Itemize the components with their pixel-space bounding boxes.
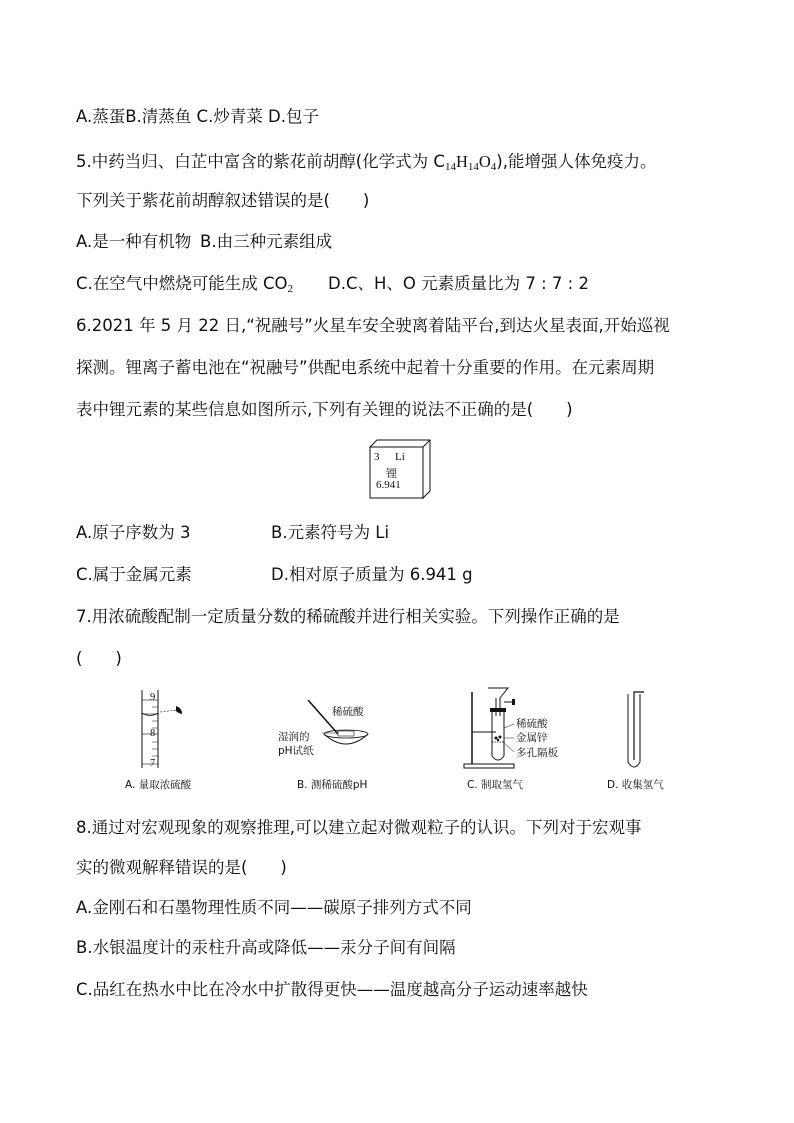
q5-o: O (478, 152, 491, 171)
q8-option-c: C.品红在热水中比在冷水中扩散得更快——温度越高分子运动速率越快 (76, 980, 588, 999)
q5-sub1: 14 (444, 161, 456, 173)
eye-icon (176, 706, 182, 714)
tick-8: 8 (150, 728, 156, 739)
q5-option-d: D.C、H、O 元素质量比为 7 : 7 : 2 (328, 274, 589, 293)
tick-9: 9 (150, 692, 156, 703)
q5-stem-part1: 5.中药当归、白芷中富含的紫花前胡醇(化学式为 C (76, 152, 445, 171)
q8-option-b: B.水银温度计的汞柱升高或降低——汞分子间有间隔 (76, 938, 456, 957)
element-cube-outline (369, 439, 431, 501)
q5-option-c (76, 273, 293, 300)
q8-stem-line2: 实的微观解释错误的是( ) (76, 858, 287, 877)
figure-d-collect-hydrogen (620, 690, 660, 776)
label-wet-paper-1: 湿润的 (278, 731, 310, 743)
q5-sub3: 4 (490, 161, 497, 173)
q5-option-b: B.由三种元素组成 (200, 232, 333, 251)
element-atomic-mass: 6.941 (376, 479, 401, 491)
q6-stem-line1: 6.2021 年 5 月 22 日,“祝融号”火星车安全驶离着陆平台,到达火星表面,开始巡视 (76, 316, 670, 335)
q6-option-b: B.元素符号为 Li (271, 523, 390, 542)
figure-a-caption: A. 量取浓硫酸 (125, 779, 192, 791)
q5-sub2: 14 (467, 161, 479, 173)
q6-option-d: D.相对原子质量为 6.941 g (271, 565, 473, 584)
q5-h: H (455, 152, 468, 171)
q7-stem-line2: ( ) (76, 649, 122, 668)
figure-b-caption: B. 测稀硫酸pH (297, 779, 368, 791)
q5-option-c-sub: 2 (287, 283, 294, 295)
tick-7: 7 (150, 758, 156, 769)
label-dilute-acid: 稀硫酸 (332, 706, 364, 718)
label-porous-plate: 多孔隔板 (516, 747, 558, 759)
q4-options: A.蒸蛋B.清蒸鱼 C.炒青菜 D.包子 (76, 107, 320, 126)
q6-option-c: C.属于金属元素 (76, 565, 192, 584)
clamp-valve-icon (512, 699, 515, 705)
figure-b-ph-test (278, 700, 388, 776)
figure-d-caption: D. 收集氢气 (607, 779, 664, 791)
q8-option-a: A.金刚石和石墨物理性质不同——碳原子排列方式不同 (76, 898, 472, 917)
q7-stem-line1: 7.用浓硫酸配制一定质量分数的稀硫酸并进行相关实验。下列操作正确的是 (76, 607, 620, 626)
label-wet-paper-2: pH试纸 (278, 745, 314, 757)
figure-c-caption: C. 制取氢气 (467, 779, 524, 791)
q6-option-a: A.原子序数为 3 (76, 523, 191, 542)
element-name: 锂 (386, 467, 397, 480)
figure-a-measure-acid (128, 688, 208, 788)
test-tube-drawing (620, 690, 660, 776)
figure-c-hydrogen-generator (462, 686, 582, 776)
lithium-element-tile (369, 439, 429, 499)
label-zinc: 金属锌 (516, 732, 548, 744)
q5-option-a: A.是一种有机物 (76, 232, 192, 251)
label-acid: 稀硫酸 (516, 718, 548, 730)
q5-stem-part2: ),能增强人体免疫力。 (496, 152, 657, 171)
element-atomic-number: 3 (374, 451, 380, 463)
q8-stem-line1: 8.通过对宏观现象的观察推理,可以建立起对微观粒子的认识。下列对于宏观事 (76, 818, 642, 837)
q5-stem-line2: 下列关于紫花前胡醇叙述错误的是( ) (76, 191, 370, 210)
q5-stem-line1 (76, 151, 656, 178)
q5-option-c-text: C.在空气中燃烧可能生成 CO (76, 274, 288, 293)
q6-stem-line3: 表中锂元素的某些信息如图所示,下列有关锂的说法不正确的是( ) (76, 400, 573, 419)
q6-stem-line2: 探测。锂离子蓄电池在“祝融号”供配电系统中起着十分重要的作用。在元素周期 (76, 358, 655, 377)
element-symbol: Li (395, 451, 405, 463)
cylinder-drawing (128, 688, 208, 768)
